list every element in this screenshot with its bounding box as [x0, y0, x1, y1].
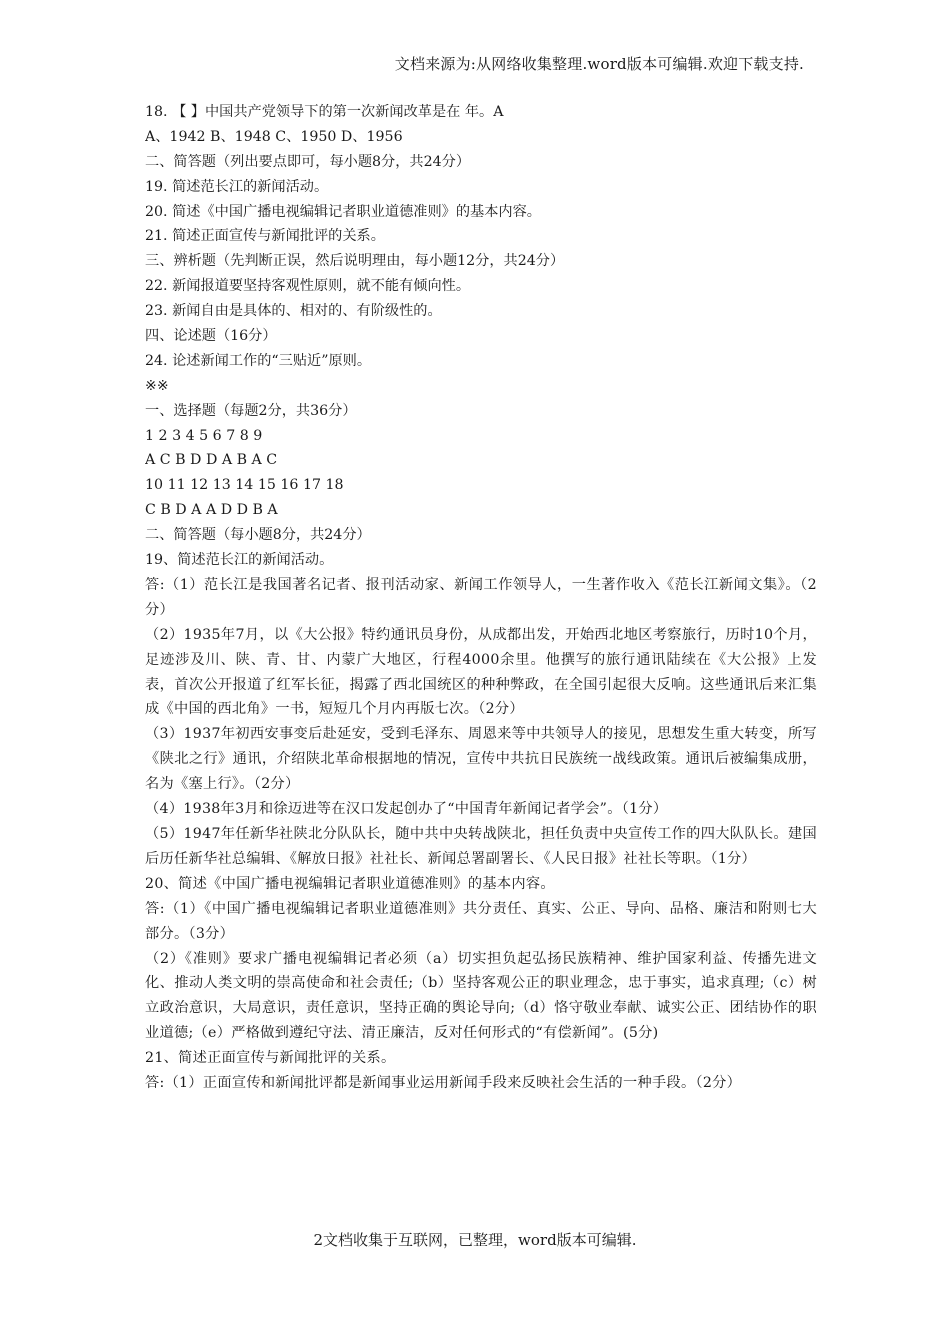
- answer-20-part-2: （2）《准则》要求广播电视编辑记者必须（a）切实担负起弘扬民族精神、维护国家利益、传播先进文化、推动人类文明的崇高使命和社会责任;（b）坚持客观公正的职业理念，忠于事实，追求真理;（c）树立政治意识，大局意识，责任意识，坚持正确的舆论导向;（d）恪守敬业奉献、诚实公正、团结协作的职业道德;（e）严格做到遵纪守法、清正廉洁，反对任何形式的“有偿新闻”。(5分): [145, 950, 817, 1042]
- page-header: [0, 52, 950, 76]
- answer-numbers-1-9: 1 2 3 4 5 6 7 8 9: [145, 427, 263, 444]
- section-analysis-heading: 三、辨析题（先判断正误，然后说明理由，每小题12分，共24分）: [145, 253, 565, 270]
- answer-letters-1-9: A C B D D A B A C: [145, 452, 278, 469]
- answer-letters-10-18: C B D A A D D B A: [145, 502, 278, 519]
- answer-19-part-5: （5）1947年任新华社陕北分队队长，随中共中央转战陕北，担任负责中央宣传工作的四大队队长。建国后历任新华社总编辑、《解放日报》社社长、新闻总署副署长、《人民日报》社社长等职。（1分）: [145, 825, 817, 867]
- question-21: 21. 简述正面宣传与新闻批评的关系。: [145, 228, 385, 245]
- answer-19-heading: 19、简述范长江的新闻活动。: [145, 552, 334, 569]
- answer-20-heading: 20、简述《中国广播电视编辑记者职业道德准则》的基本内容。: [145, 875, 555, 892]
- answer-key-marker: ※※: [145, 377, 169, 394]
- answers-short-answer-heading: 二、简答题（每小题8分，共24分）: [145, 527, 371, 544]
- answer-19-part-3: （3）1937年初西安事变后赴延安，受到毛泽东、周恩来等中共领导人的接见，思想发生重大转变，所写《陕北之行》通讯，介绍陕北革命根据地的情况，宣传中共抗日民族统一战线政策。通讯后被编集成册，名为《塞上行》。（2分）: [145, 726, 817, 793]
- question-23: 23. 新闻自由是具体的、相对的、有阶级性的。: [145, 303, 442, 320]
- question-18-options: A、1942 B、1948 C、1950 D、1956: [145, 128, 403, 145]
- footer-note: 2文档收集于互联网，已整理，word版本可编辑.: [313, 1231, 637, 1249]
- question-18: 18. 【 】中国共产党领导下的第一次新闻改革是在 年。A: [145, 104, 504, 120]
- section-essay-heading: 四、论述题（16分）: [145, 328, 277, 345]
- answer-19-part-4: （4）1938年3月和徐迈进等在汉口发起创办了“中国青年新闻记者学会”。（1分）: [145, 801, 668, 818]
- header-source-note: 文档来源为:从网络收集整理.word版本可编辑.欢迎下载支持.: [394, 55, 804, 73]
- answer-numbers-10-18: 10 11 12 13 14 15 16 17 18: [145, 477, 344, 494]
- answer-21-heading: 21、简述正面宣传与新闻批评的关系。: [145, 1050, 396, 1067]
- document-body: [145, 100, 817, 1096]
- question-19: 19. 简述范长江的新闻活动。: [145, 178, 329, 195]
- answer-19-part-1: 答:（1）范长江是我国著名记者、报刊活动家、新闻工作领导人，一生著作收入《范长江新闻文集》。（2分）: [145, 576, 817, 618]
- question-20: 20. 简述《中国广播电视编辑记者职业道德准则》的基本内容。: [145, 203, 541, 220]
- answers-choice-heading: 一、选择题（每题2分，共36分）: [145, 402, 357, 419]
- page-footer: [0, 1227, 950, 1253]
- section-short-answer-heading: 二、简答题（列出要点即可，每小题8分，共24分）: [145, 153, 471, 170]
- question-24: 24. 论述新闻工作的“三贴近”原则。: [145, 352, 372, 369]
- answer-19-part-2: （2）1935年7月，以《大公报》特约通讯员身份，从成都出发，开始西北地区考察旅行，历时10个月，足迹涉及川、陕、青、甘、内蒙广大地区，行程4000余里。他撰写的旅行通讯陆续在《大公报》上发表，首次公开报道了红军长征，揭露了西北国统区的种种弊政，在全国引起很大反响。这些通讯后来汇集成《中国的西北角》一书，短短几个月内再版七次。（2分）: [145, 626, 817, 718]
- question-22: 22. 新闻报道要坚持客观性原则，就不能有倾向性。: [145, 278, 471, 295]
- answer-20-part-1: 答:（1）《中国广播电视编辑记者职业道德准则》共分责任、真实、公正、导向、品格、廉洁和附则七大部分。（3分）: [145, 900, 817, 942]
- answer-21-part-1: 答:（1）正面宣传和新闻批评都是新闻事业运用新闻手段来反映社会生活的一种手段。（2分）: [145, 1075, 742, 1092]
